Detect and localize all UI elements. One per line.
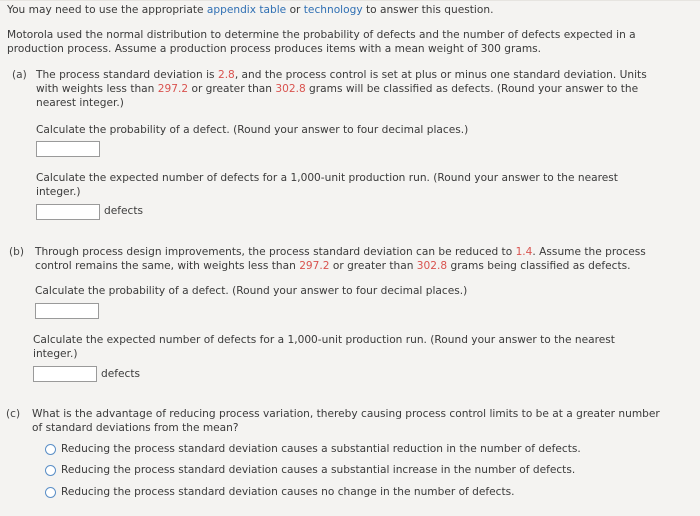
- part-a-sd-value: 2.8: [217, 69, 235, 81]
- part-b-defects-unit: defects: [101, 368, 140, 380]
- part-b-sd-value: 1.4: [515, 246, 533, 258]
- intro-text: [7, 3, 493, 17]
- part-a-line-2: [36, 82, 638, 96]
- part-a-low-value: 297.2: [157, 83, 189, 95]
- part-a-text: , and the process control is set at plus or minus one standard deviation. Units: [234, 69, 647, 81]
- part-a-probability-input[interactable]: [36, 141, 100, 157]
- part-a-question-2-line-1: Calculate the expected number of defects for a 1,000-unit production run. (Round your answer to the nearest: [36, 172, 618, 184]
- intro-prefix: You may need to use the appropriate: [7, 4, 207, 16]
- top-divider: [0, 0, 700, 1]
- part-a-high-value: 302.8: [275, 83, 306, 95]
- part-b-text: grams being classified as defects.: [447, 260, 631, 272]
- radio-option-1[interactable]: [45, 444, 56, 455]
- part-a-text: or greater than: [188, 83, 276, 95]
- option-3-label[interactable]: Reducing the process standard deviation causes no change in the number of defects.: [61, 486, 515, 498]
- part-a-text: grams will be classified as defects. (Round your answer to the: [305, 83, 639, 95]
- problem-line-2: production process. Assume a production process produces items with a mean weight of 300 grams.: [7, 43, 542, 55]
- intro-or: or: [286, 4, 304, 16]
- part-b-probability-input[interactable]: [35, 303, 99, 319]
- part-a-defects-input[interactable]: [36, 204, 100, 220]
- part-b-question-2-line-1: Calculate the expected number of defects for a 1,000-unit production run. (Round your answer to the nearest: [33, 334, 615, 346]
- part-a-question-1: Calculate the probability of a defect. (Round your answer to four decimal places.): [36, 124, 469, 136]
- part-b-line-2: [35, 259, 631, 273]
- part-c-label: (c): [6, 408, 21, 420]
- part-b-text: . Assume the process: [532, 246, 646, 258]
- radio-option-2[interactable]: [45, 465, 56, 476]
- part-a-text: with weights less than: [36, 83, 158, 95]
- part-a-label: (a): [12, 69, 27, 81]
- part-c-line-1: What is the advantage of reducing process variation, thereby causing process control limits to be at a greater number: [32, 408, 660, 420]
- part-a-defects-unit: defects: [104, 205, 143, 217]
- appendix-table-link[interactable]: appendix table: [206, 4, 287, 16]
- option-2-label[interactable]: Reducing the process standard deviation causes a substantial increase in the number of defects.: [61, 464, 576, 476]
- part-b-defects-input[interactable]: [33, 366, 97, 382]
- part-b-line-1: [35, 245, 646, 259]
- part-b-high-value: 302.8: [416, 260, 448, 272]
- part-b-label: (b): [9, 246, 24, 258]
- part-b-text: control remains the same, with weights less than: [35, 260, 300, 272]
- part-b-text: or greater than: [329, 260, 417, 272]
- intro-suffix: to answer this question.: [362, 4, 494, 16]
- part-a-line-1: [36, 68, 647, 82]
- part-b-text: Through process design improvements, the process standard deviation can be reduced to: [35, 246, 516, 258]
- part-a-question-2-line-2: integer.): [36, 186, 81, 198]
- technology-link[interactable]: technology: [303, 4, 363, 16]
- part-a-line-3: nearest integer.): [36, 97, 124, 109]
- part-b-low-value: 297.2: [299, 260, 330, 272]
- part-b-question-1: Calculate the probability of a defect. (Round your answer to four decimal places.): [35, 285, 468, 297]
- part-a-text: The process standard deviation is: [36, 69, 218, 81]
- part-c-line-2: of standard deviations from the mean?: [32, 422, 239, 434]
- part-b-question-2-line-2: integer.): [33, 348, 78, 360]
- option-1-label[interactable]: Reducing the process standard deviation causes a substantial reduction in the number of defects.: [61, 443, 581, 455]
- problem-line-1: Motorola used the normal distribution to determine the probability of defects and the number of defects expected in a: [7, 29, 636, 41]
- radio-option-3[interactable]: [45, 487, 56, 498]
